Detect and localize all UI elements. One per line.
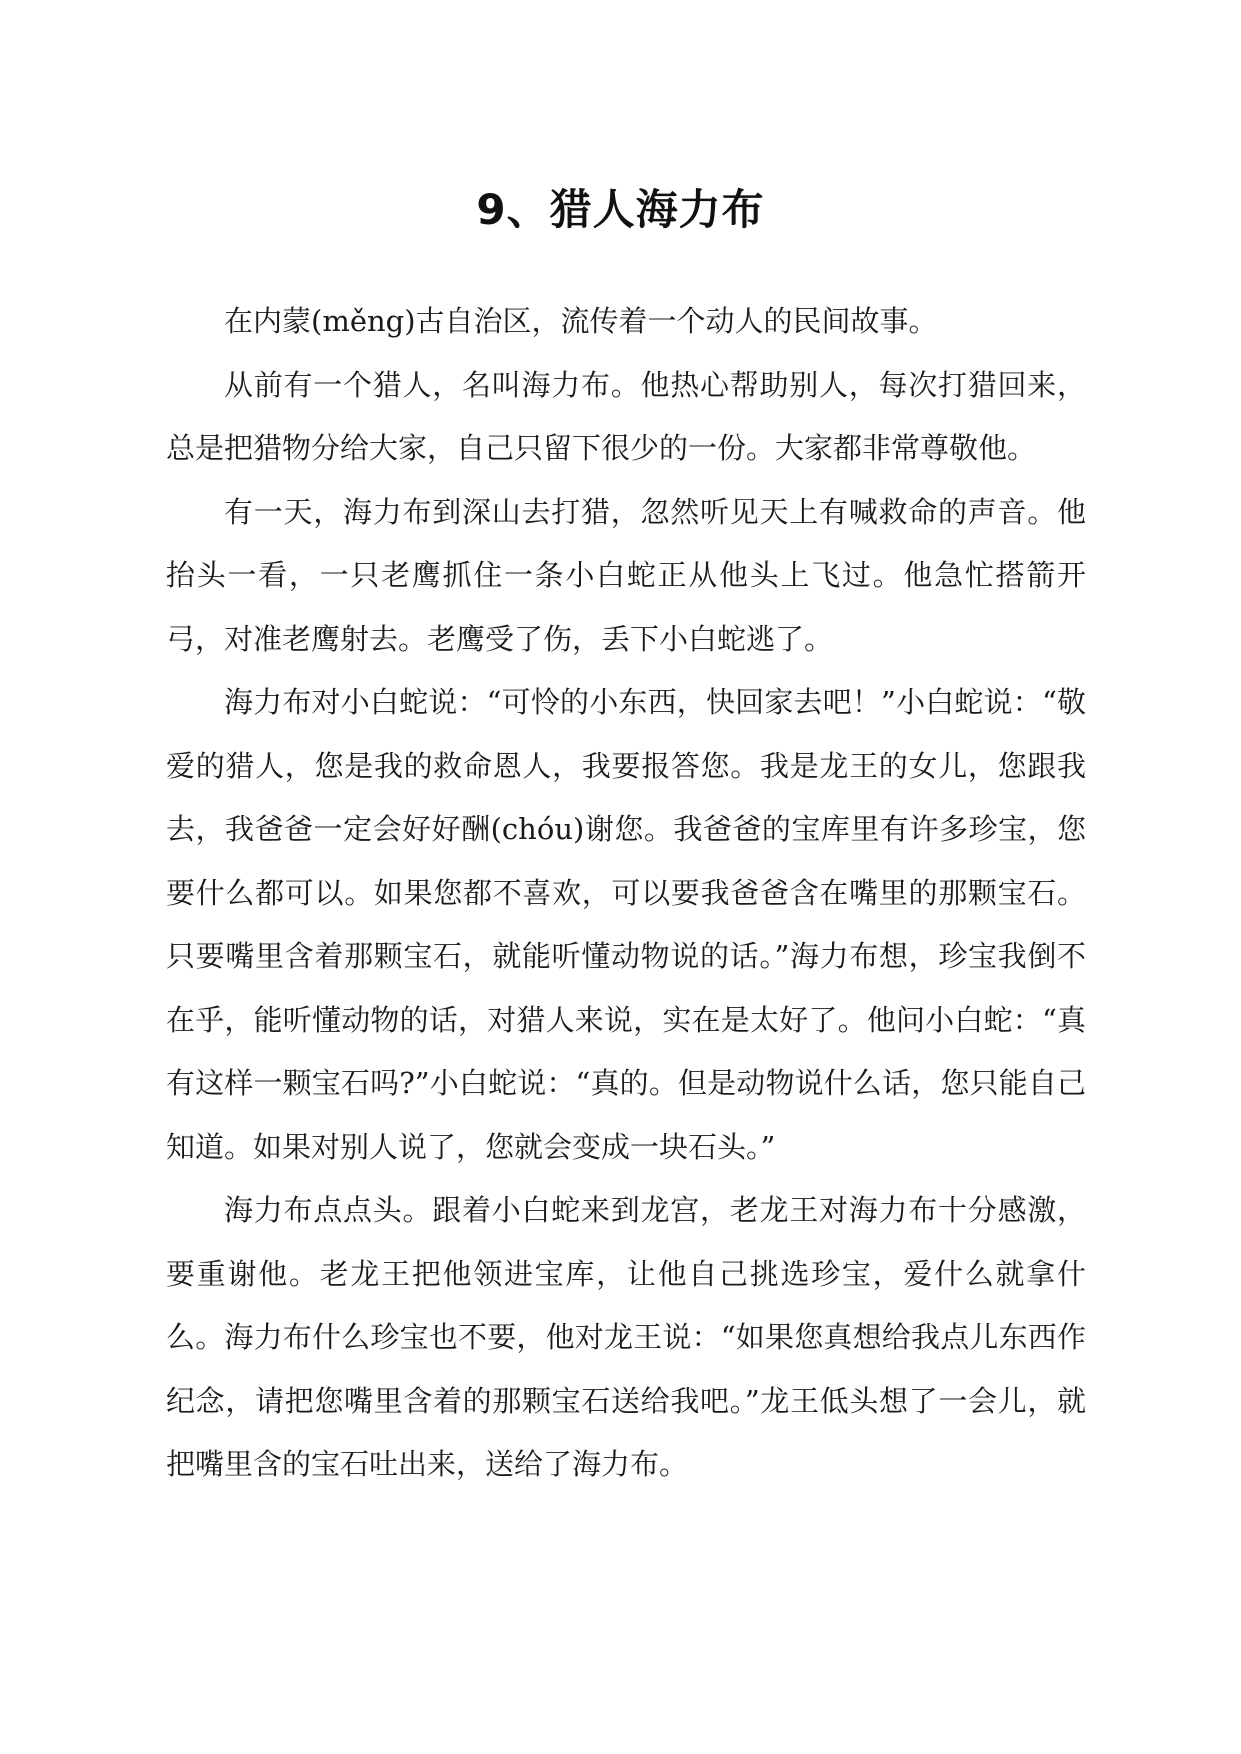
document-body — [166, 290, 1086, 1497]
document-title: 9、猎人海力布 — [476, 185, 765, 235]
paragraph: 在内蒙(měng)古自治区，流传着一个动人的民间故事。 — [224, 304, 938, 338]
paragraph: 从前有一个猎人，名叫海力布。他热心帮助别人，每次打猎回来，总是把猎物分给大家，自己只留下很少的一份。大家都非常尊敬他。 — [166, 367, 1086, 465]
paragraph: 有一天，海力布到深山去打猎，忽然听见天上有喊救命的声音。他抬头一看，一只老鹰抓住一条小白蛇正从他头上飞过。他急忙搭箭开弓，对准老鹰射去。老鹰受了伤，丢下小白蛇逃了。 — [166, 494, 1086, 656]
paragraph: 海力布点点头。跟着小白蛇来到龙宫，老龙王对海力布十分感激，要重谢他。老龙王把他领进宝库，让他自己挑选珍宝，爱什么就拿什么。海力布什么珍宝也不要，他对龙王说：“如果您真想给我点儿东西作纪念，请把您嘴里含着的那颗宝石送给我吧。”龙王低头想了一会儿，就把嘴里含的宝石吐出来，送给了海力布。 — [166, 1193, 1086, 1481]
paragraph: 海力布对小白蛇说：“可怜的小东西，快回家去吧！”小白蛇说：“敬爱的猎人，您是我的救命恩人，我要报答您。我是龙王的女儿，您跟我去，我爸爸一定会好好酬(chóu)谢您。我爸爸的宝库里有许多珍宝，您要什么都可以。如果您都不喜欢，可以要我爸爸含在嘴里的那颗宝石。只要嘴里含着那颗宝石，就能听懂动物说的话。”海力布想，珍宝我倒不在乎，能听懂动物的话，对猎人来说，实在是太好了。他问小白蛇：“真有这样一颗宝石吗?”小白蛇说：“真的。但是动物说什么话，您只能自己知道。如果对别人说了，您就会变成一块石头。” — [166, 685, 1086, 1164]
